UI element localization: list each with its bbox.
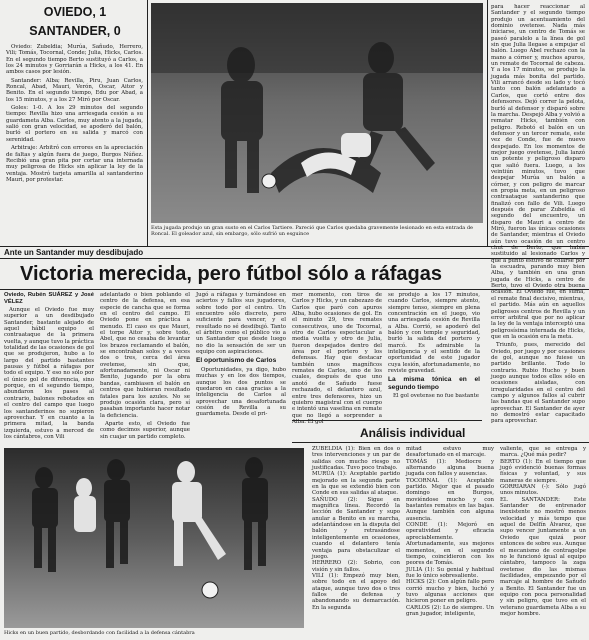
kicker: Ante un Santander muy desdibujado <box>4 248 144 257</box>
match-photo-bottom <box>4 448 304 628</box>
goals-summary: Goles: 1-0. A los 29 minutos del segundo tiempo: Revilla hizo una arriesgada cesión a su guardameta Alba. Carlos, muy atento a la jugada, salió con gran velocidad, se apoderó del balón, burló el portero en su salida y marcó con serenidad. <box>6 105 143 143</box>
score-home: OVIEDO, 1 <box>43 5 107 19</box>
byline: Oviedo, Rubén SUÁREZ y José VÉLEZ <box>4 292 94 305</box>
column-rule <box>147 0 148 246</box>
column-rule <box>487 0 488 246</box>
photo-illustration <box>4 448 304 628</box>
analysis-rule <box>292 420 482 421</box>
lineup-santander: Santander: Alba; Revilla, Piru, Juan Carlos, Roncal, Abad, Mauri, Verón, Oscar, Aitor y Benito. En el segundo tiempo, Edu por Abad, a los 15 minutos, y a los 27 Miró por Oscar. <box>6 77 143 103</box>
article-col1-text: Aunque el Oviedo fue muy superior a un desdibujado Santander, bastante alejado de aquel hábil equipo el contraataque de la primera vuelta, y aunque tuvo la práctica totalidad de las ocasiones de gol que se produjeron, hubo a lo largo del partido bastantes pausas y fútbol a ráfagas por todo el equipo. Y eso no sólo por el único gol de diferencia, sino porque, en el segundo tiempo, abundaron los pases al contrario, balones rebotados en el centro del campo que luego los santanderinos no supieron aprovechar. Y en cuanto a la primera mitad, la banda izquierda, estuvo a merced de los cántabros, con Vili <box>4 307 94 440</box>
right-column-text: para hacer reaccionar al Santander y el segundo tiempo produjo un acentuamiento del dominio ovetense. Nada más iniciarse, un centro de Tomás se paseó paralelo a la línea de gol sin que Julia llegase a empujar el balón. Luego Abel rechazó con la mano a córner y, muchos apuros, un remate de Tocornal de cabeza. Y a los 17 minutos, se produjo la jugada más bonita del partido. Vili arrancó desde su lado y tocó tanto con balón adelantado a Carlos, que cortó entre dos defensores. Dejó correr la pelota, burló al defensor y disparó sobre la marcha. Despejó Alba y volvió a rematar Hicks, también con peligro. Rebotó el balón en un defensor y un tercer remate, este vez de Conde, fue de nuevo despejado. En los momentos de mejor juego ovetense, Julia lanzó un potente y peligroso disparo que salió fuera. Luego, a los veintiún minutos, tuvo que despejar Murúa un balón a córner, y con peligro de marcar en propia meta, en un peligroso contraataque santanderino que finalizó con fallo de Vili. Luego después de parar Zubeldía el segundo del encuentro, un disparo de Mauri a centro de Miró, fueron las únicas ocasiones de Santander, mientras el Oviedo aún tuvo ocasión de un centro chut de Berto, que había sustituido al lesionado Carlos y que a punto estuvo de colarse por la escuadra, parando muy bien Alba, y también en una gran jugada de Hicks, a centro de Berto, tuvo el Oviedo otra buena ocasión. El Oviedo fue, en suma, el remate final decisivo, mientras, el partido. Más aún en aquellos peligrosos centros de Revilla y un error arbitral que por no aplicar la ley de la ventaja interceptó una peligrosísima internada de Hicks, que en la ocasión era la meta. <box>491 4 585 340</box>
analysis-column-3: valiente, que se entrega y marca. ¿Qué más pedir? BERTO (1): En el tiempo que jugó evidenció buenas formas físicas y voluntad, y sus maneras de siempre. GORRIARAN (-): Sólo jugó unos minutos. EL SANTANDER: Este Santander de entrenador inexistente no mostró menos velocidad y más tempo que aquel de Delfín Álvarez, que supo vencer juntamente a un Oviedo que quizá peor entonces de sobre sus. Aunque el mecanismo de contragolpe no le funcionó igual al equipo cántabro, tampoco la zaga ovetense dio las mismas facilidades, empezando por el marcaje al hombre de Sañudo a Benito. El Santander fue un equipo con poca personalidad y sin peligro, que tuvo en el veterano guardameta Alba a su mejor hombre. <box>500 446 586 617</box>
article-col2b-text: Aparte esto, el Oviedo fue como decimos superior, aunque sin cuajar un partido completo. <box>100 420 190 440</box>
article-column-3 <box>196 292 286 436</box>
bottom-photo-caption: Hicks en un buen partido, desbordando con facilidad a la defensa cántabra <box>4 630 195 636</box>
right-column-conclusion: Triunfo, pues, merecido del Oviedo, por juego y por ocasiones de gol, aunque no fuiese un partido brillante. Todo lo contrario. Rubio Hucho y buen juego aunque todos ellos sólo en ocasiones aisladas, con irregularidades en el centro del campo y algunos fallos al cubrir las bandas que el Santander supo aprovechar. El Santander de ayer no demostró estar capacitado para aprovechar. <box>491 342 585 425</box>
match-photo-top <box>151 3 483 223</box>
lineup-oviedo: Oviedo: Zubeldia; Murúa, Sañudo, Herrero, Vili; Tomás, Tocornal, Conde; Julia, Hicks, Carlos. En el segundo tiempo Berto sustituyó a Carlos, a los 24 minutos y Gorriarán a Hicks, a los 41. En ambos casos por lesión. <box>6 44 143 76</box>
subhead-tonica: La misma tónica en el segundo tiempo <box>388 376 480 391</box>
subhead-oportunismo: El oportunismo de Carlos <box>196 357 277 365</box>
article-column-4 <box>292 292 382 425</box>
analysis-rule <box>292 442 589 443</box>
referee-summary: Arbitraje: Arbitró con errores en la apreciación de faltas y algún fuera de juego, Burgos Núñez. Recibió una gran pita por cortar una internada muy peligrosa de Hicks sin aplicar la ley de la ventaja. Mostró tarjeta amarilla al santanderino Mauri, por protestar. <box>6 145 143 183</box>
article-col4-text: mer momento, con tiros de Carlos y Hicks, y un cabezazo de Carlos que paró con apuros Alba, hubo ocasiones de gol. En el minuto 29, tres remates consecutivos, uno de Tocornal, otro de Carlos espectacular a media vuelta y otro de Julia, fueron despejados dentro del área por el portero y los defensas. Hay que destacar también unos magníficos remates de Carlos, uno de los cuales, después de que uno anotó de Sañudo fuese rechazado, el delantero azul, entre tres defensores, hizo un quiebro magistral con el cuerpo e intentó una vaselina en remate que no llegó a sorprender a Alba. El gol <box>292 292 382 425</box>
score-away: SANTANDER, 0 <box>29 24 121 38</box>
headline: Victoria merecida, pero fútbol sólo a ráfagas <box>20 263 442 285</box>
analysis-column-1: ZUBELDIA (1): Bien en dos o tres intervenciones y un par de salidas con mucho riesgo no justificadas. Tuvo poco trabajo. MURÚA (1): Aceptable partido mejorado en la segunda parte en la que se extendió bien con Conde en sus salidas al ataque. SAÑUDO (2): Sigue en magnífica línea. Recordó la lección de Santander y supo anular a Benito en su marcha, adelantándose en la disputa del balón y retrasándose inteligentemente en ocasiones, cuando el delantero tenía ventaja para obstaculizar el juego. HERRERO (2): Sobrio, con visión y sin fallos. VILI (1): Empezó muy bien, sobre todo en el apoyo del ataque, aunque tuvo dos o tres fallos de defensa y abandonando su demarcación. En la segunda <box>312 446 400 611</box>
article-column-5 <box>388 292 480 417</box>
analysis-title: Análisis individual <box>360 426 466 440</box>
article-col3-text: Jugó a ráfagas y turnándose en aciertos y fallos sus jugadores, sobre todo por el centro. Un encuentro sólo discreto, pero suficiente para vencer, y el resultado no sé desdibujó. Tanto el árbitro como el público vio a un Santander que desde luego no dio la sensación de ser un equipo con aspiraciones. <box>196 292 286 356</box>
article-column-1 <box>4 292 94 444</box>
analysis-column-2: mitad estuvo muy desafortunado en el marcaje. TOMÁS (1): Mediocre y alternando alguna buena jugada con fallos y ausencias. TOCORNAL (1): Aceptable partido. Mejor que el pasado domingo en Burgos, moviéndose mucho y con bastantes remates en las bajas. Aunque también con alguna ausencia. CONDE (1): Mejoró en operatividad y eficacia apreciablemente. Afortunadamente, sus mejores momentos, en el segundo tiempo, coincidieron con los peores de Tomás. JULIA (1): Su genial y habitual fue lo único sobresaliente. HICKS (2): Con algún fallo pero corrió mucho y bien, luchó y tuvo algunas acciones que hicieron poner en peligro. CARLOS (2): Lo de siempre. Un gran jugador, inteligente, <box>406 446 494 617</box>
right-column <box>491 4 585 425</box>
article-col3b-text: Oportunidades, ya digo, hubo muchas y en los dos tiempos, aunque los dos puntos se quedaron en casa gracias a la inteligencia de Carlos al aprovechar una desafortunada cesión de Revilla a su guardameta. Desde el pri- <box>196 366 286 418</box>
article-col5b-text: El gol ovetense no fue bastante <box>393 393 479 400</box>
article-column-2 <box>100 292 190 444</box>
lineups-box <box>6 44 143 244</box>
top-photo-caption: Esta jugada produjo un gran susto en el Carlos Tartiere. Pareció que Carlos quedaba gravemente lesionado en esta entrada de Roncal. El goleador azul, sin embargo, sólo sufrió un esguince <box>151 225 474 237</box>
article-col2-text: adelantado o bien poblando el centro de la defensa, en esa especie de cancha que se forma en el centro del campo. El Oviedo pone en práctica a menudo. El caso es que Mauri, el torpe Aitor y, sobre todo, Abel, que no cesaba de levantar los brazos reclamando el balón, se encontraban solos y a veces dos o tres, cerca del área ovetense, sin que, afortunadamente, ni Oscar ni Benito, jugando por la obra bandas, cambiasen el balón en centros que hubieran resultado fatales para los azules. No se produjo ocasión clara, pero sí pasaban importante hacer notar la deficiencia. <box>100 292 190 419</box>
photo-illustration <box>151 3 483 223</box>
article-col5-text: se produjo a los 17 minutos, cuando Carlos, siempre atento, siempre tenso, siempre en plena concentración en el juego, vio una arriesgada cesión de Revilla a Alba. Corrió, se apoderó del balón y con temple y seguridad, burló la salida del portero y marcó. Es admirable la inteligencia y el sentido de la oportunidad de este jugador cuya lesión, afortunadamente, no reviste gravedad. <box>388 292 480 375</box>
